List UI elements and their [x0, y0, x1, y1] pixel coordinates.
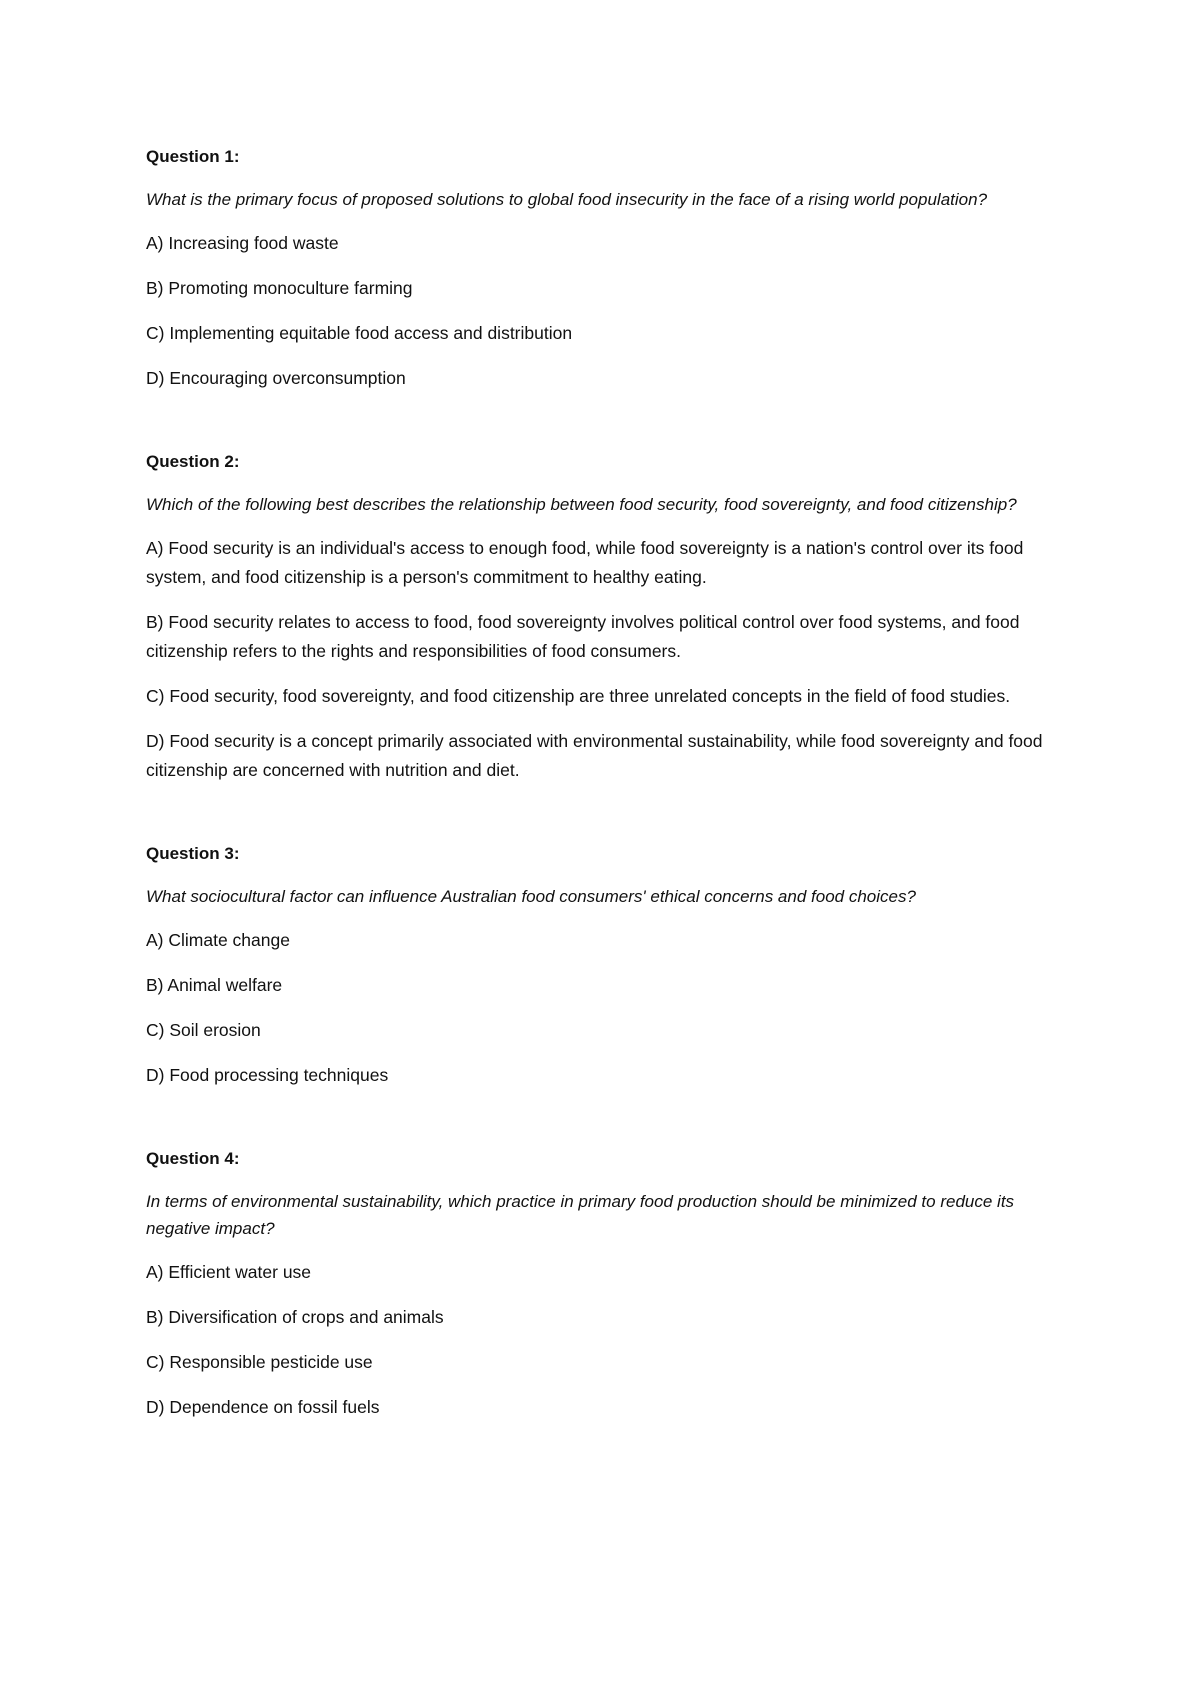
answer-option-a: A) Efficient water use — [146, 1262, 312, 1282]
answer-option-d: D) Food security is a concept primarily associated with environmental sustainability, while food sovereignty and food citizenship are concerned with nutrition and diet. — [146, 731, 1043, 780]
answer-option-b: B) Animal welfare — [146, 975, 283, 995]
question-2 — [146, 451, 1066, 785]
question-spacer — [146, 801, 1066, 843]
answer-option-d: D) Encouraging overconsumption — [146, 368, 406, 388]
answer-option-c: C) Soil erosion — [146, 1020, 261, 1040]
answer-option-c: C) Implementing equitable food access and distribution — [146, 323, 573, 343]
answer-option-b: B) Promoting monoculture farming — [146, 278, 413, 298]
question-text: Which of the following best describes the relationship between food security, food sovereignty, and food citizenship? — [146, 495, 1017, 514]
question-text: What sociocultural factor can influence Australian food consumers' ethical concerns and food choices? — [146, 887, 916, 906]
question-text: What is the primary focus of proposed solutions to global food insecurity in the face of a rising world population? — [146, 190, 988, 209]
answer-option-a: A) Food security is an individual's access to enough food, while food sovereignty is a nation's control over its food system, and food citizenship is a person's commitment to healthy eating. — [146, 538, 1024, 587]
question-heading: Question 1: — [146, 147, 240, 166]
question-heading: Question 3: — [146, 844, 240, 863]
answer-option-c: C) Responsible pesticide use — [146, 1352, 373, 1372]
answer-option-a: A) Climate change — [146, 930, 290, 950]
question-3 — [146, 843, 1066, 1090]
question-heading: Question 4: — [146, 1149, 240, 1168]
document-content — [146, 146, 1066, 1438]
question-text: In terms of environmental sustainability, which practice in primary food production should be minimized to reduce its negative impact? — [146, 1192, 1015, 1238]
answer-option-a: A) Increasing food waste — [146, 233, 339, 253]
question-spacer — [146, 409, 1066, 451]
answer-option-d: D) Dependence on fossil fuels — [146, 1397, 380, 1417]
question-spacer — [146, 1106, 1066, 1148]
question-heading: Question 2: — [146, 452, 240, 471]
answer-option-b: B) Diversification of crops and animals — [146, 1307, 444, 1327]
answer-option-c: C) Food security, food sovereignty, and food citizenship are three unrelated concepts in the field of food studies. — [146, 686, 1011, 706]
question-4 — [146, 1148, 1066, 1422]
answer-option-b: B) Food security relates to access to food, food sovereignty involves political control over food systems, and food citizenship refers to the rights and responsibilities of food consumers. — [146, 612, 1020, 661]
answer-option-d: D) Food processing techniques — [146, 1065, 389, 1085]
question-1 — [146, 146, 1066, 393]
